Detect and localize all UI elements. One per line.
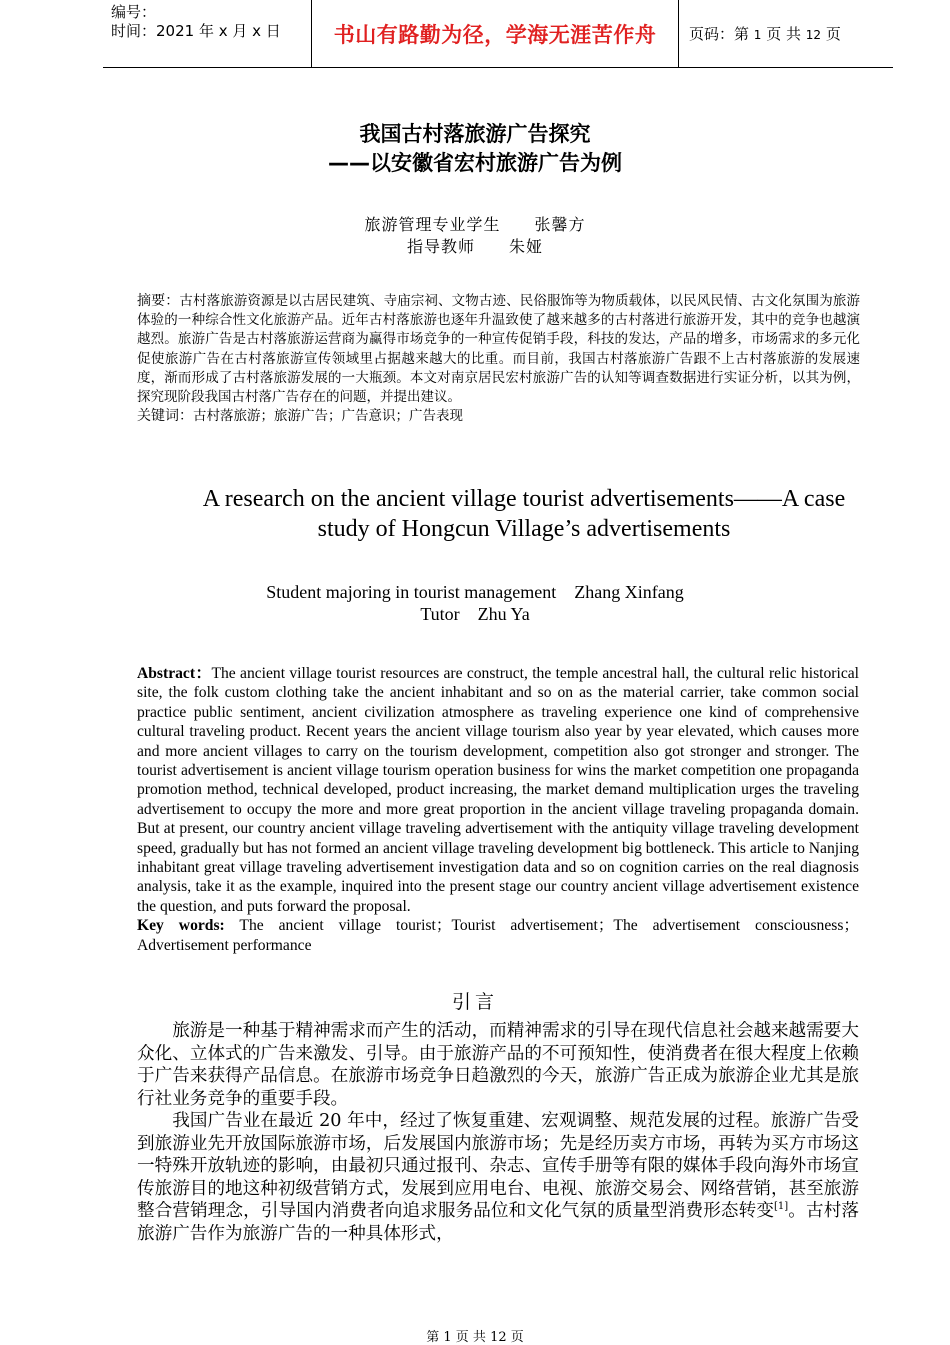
intro-paragraph-1: 旅游是一种基于精神需求而产生的活动，而精神需求的引导在现代信息社会越来越需要大众化、立体式的广告来激发、引导。由于旅游产品的不可预知性，使消费者在很大程度上依赖于广告来获得产品信息。在旅游市场竞争日趋激烈的今天，旅游广告正成为旅游企业尤其是旅行社业务竞争的重要手段。	[137, 1021, 859, 1109]
header-motto: 书山有路勤为径，学海无涯苦作舟	[333, 22, 657, 47]
page-mid: 页 共	[766, 25, 801, 43]
footer-current: 1	[443, 1330, 452, 1345]
footer-suffix: 页	[510, 1330, 524, 1345]
title-cn-subtitle: ——以安徽省宏村旅游广告为例	[328, 151, 622, 175]
page-prefix: 页码：第	[689, 25, 750, 43]
page-suffix: 页	[825, 25, 841, 43]
header-page-number	[679, 23, 841, 44]
header-motto-cell	[312, 0, 679, 67]
abstract-en-label: Abstract：	[137, 665, 212, 682]
time-label: 时间：2021 年 x 月 x 日	[111, 22, 281, 40]
title-en: A research on the ancient village tourist advertisements——A case study of Hongcun Village’s advertisements	[202, 486, 846, 542]
author-cn-student: 旅游管理专业学生 张馨方	[364, 215, 586, 234]
citation-ref: [1]	[774, 1201, 789, 1213]
footer-prefix: 第	[426, 1330, 440, 1345]
abstract-en-text: The ancient village tourist resources are construct, the temple ancestral hall, the cultural relic historical site, the folk custom clothing take the ancient inhabitant and so on as the material carrier, take common social practice public sentiment, ancient civilization atmosphere as traveling experience one kind of comprehensive cultural traveling product. Recent years the ancient village tourism also year by year elevated, which causes more and more ancient villages to carry on the tourism development, competition also got stronger and stronger. The tourist advertisement is ancient village tourism operation business for wins the market competition one propaganda promotion method, technical developed, product increasing, the market demand multiplication urges the traveling advertisement to occupy the more and more great proportion in the ancient village traveling propaganda domain. But at present, our country ancient village traveling advertisement with the antiquity village traveling development speed, gradually but has not formed an ancient village traveling development big bottleneck. This article to Nanjing inhabitant great village traveling advertisement investigation data and so on cognition carries on the real diagnosis analysis, take it as the example, inquired into the present stage our country ancient village advertisement existence the question, and puts forward the proposal.	[137, 665, 860, 915]
footer-mid: 页 共	[455, 1330, 486, 1345]
keywords-en-text: The ancient village tourist；Tourist advertisement；The advertisement consciousness；Advertisement performance	[137, 917, 859, 954]
page-current: 1	[753, 28, 762, 42]
abstract-cn-label: 摘要：	[137, 293, 180, 309]
intro-body	[137, 1020, 859, 1245]
keywords-cn-text: 古村落旅游；旅游广告；广告意识；广告表现	[193, 408, 463, 425]
abstract-cn	[137, 292, 860, 426]
author-en-tutor: Tutor Zhu Ya	[420, 604, 530, 624]
header-page-cell	[679, 0, 893, 67]
author-en-student: Student majoring in tourist management Zhang Xinfang	[266, 582, 684, 602]
intro-p2-text-a: 我国广告业在最近 20 年中，经过了恢复重建、宏观调整、规范发展的过程。旅游广告受到旅游业先开放国际旅游市场，后发展国内旅游市场；先是经历卖方市场，再转为买方市场这一特殊开放轨迹的影响，由最初只通过报刊、杂志、宣传手册等有限的媒体手段向海外市场宣传旅游目的地这种初级营销方式，发展到应用电台、电视、旅游交易会、网络营销，甚至旅游整合营销理念，引导国内消费者向追求服务品位和文化气氛的质量型消费形态转变	[137, 1111, 859, 1221]
intro-heading: 引言	[451, 991, 498, 1013]
page-footer	[0, 1326, 950, 1345]
page-header	[103, 0, 893, 68]
keywords-cn-label: 关键词：	[137, 408, 193, 425]
abstract-cn-text: 古村落旅游资源是以古居民建筑、寺庙宗祠、文物古迹、民俗服饰等为物质载体，以民风民情、古文化氛围为旅游体验的一种综合性文化旅游产品。近年古村落旅游也逐年升温致使了越来越多的古村落进行旅游开发，其中的竞争也越演越烈。旅游广告是古村落旅游运营商为赢得市场竞争的一种宣传促销手段，科技的发达，产品的增多，市场需求的多元化促使旅游广告在古村落旅游宣传领域里占据越来越大的比重。而目前，我国古村落旅游广告跟不上古村落旅游的发展速度，渐而形成了古村落旅游发展的一大瓶颈。本文对南京居民宏村旅游广告的认知等调查数据进行实证分析，以其为例，探究现阶段我国古村落广告存在的问题，并提出建议。	[137, 293, 861, 406]
intro-paragraph-2	[137, 1110, 859, 1245]
serial-label: 编号：	[111, 3, 157, 21]
page-total: 12	[805, 28, 822, 42]
keywords-en-label: Key words:	[137, 917, 225, 935]
author-cn-tutor: 指导教师 朱娅	[406, 237, 543, 256]
header-meta-cell	[103, 0, 312, 67]
title-cn-main: 我国古村落旅游广告探究	[359, 122, 591, 146]
footer-total: 12	[490, 1330, 507, 1345]
intro-p2-text-b: 。古村落旅游广告作为旅游广告的一种具体形式，	[137, 1201, 859, 1244]
abstract-en	[137, 664, 859, 955]
